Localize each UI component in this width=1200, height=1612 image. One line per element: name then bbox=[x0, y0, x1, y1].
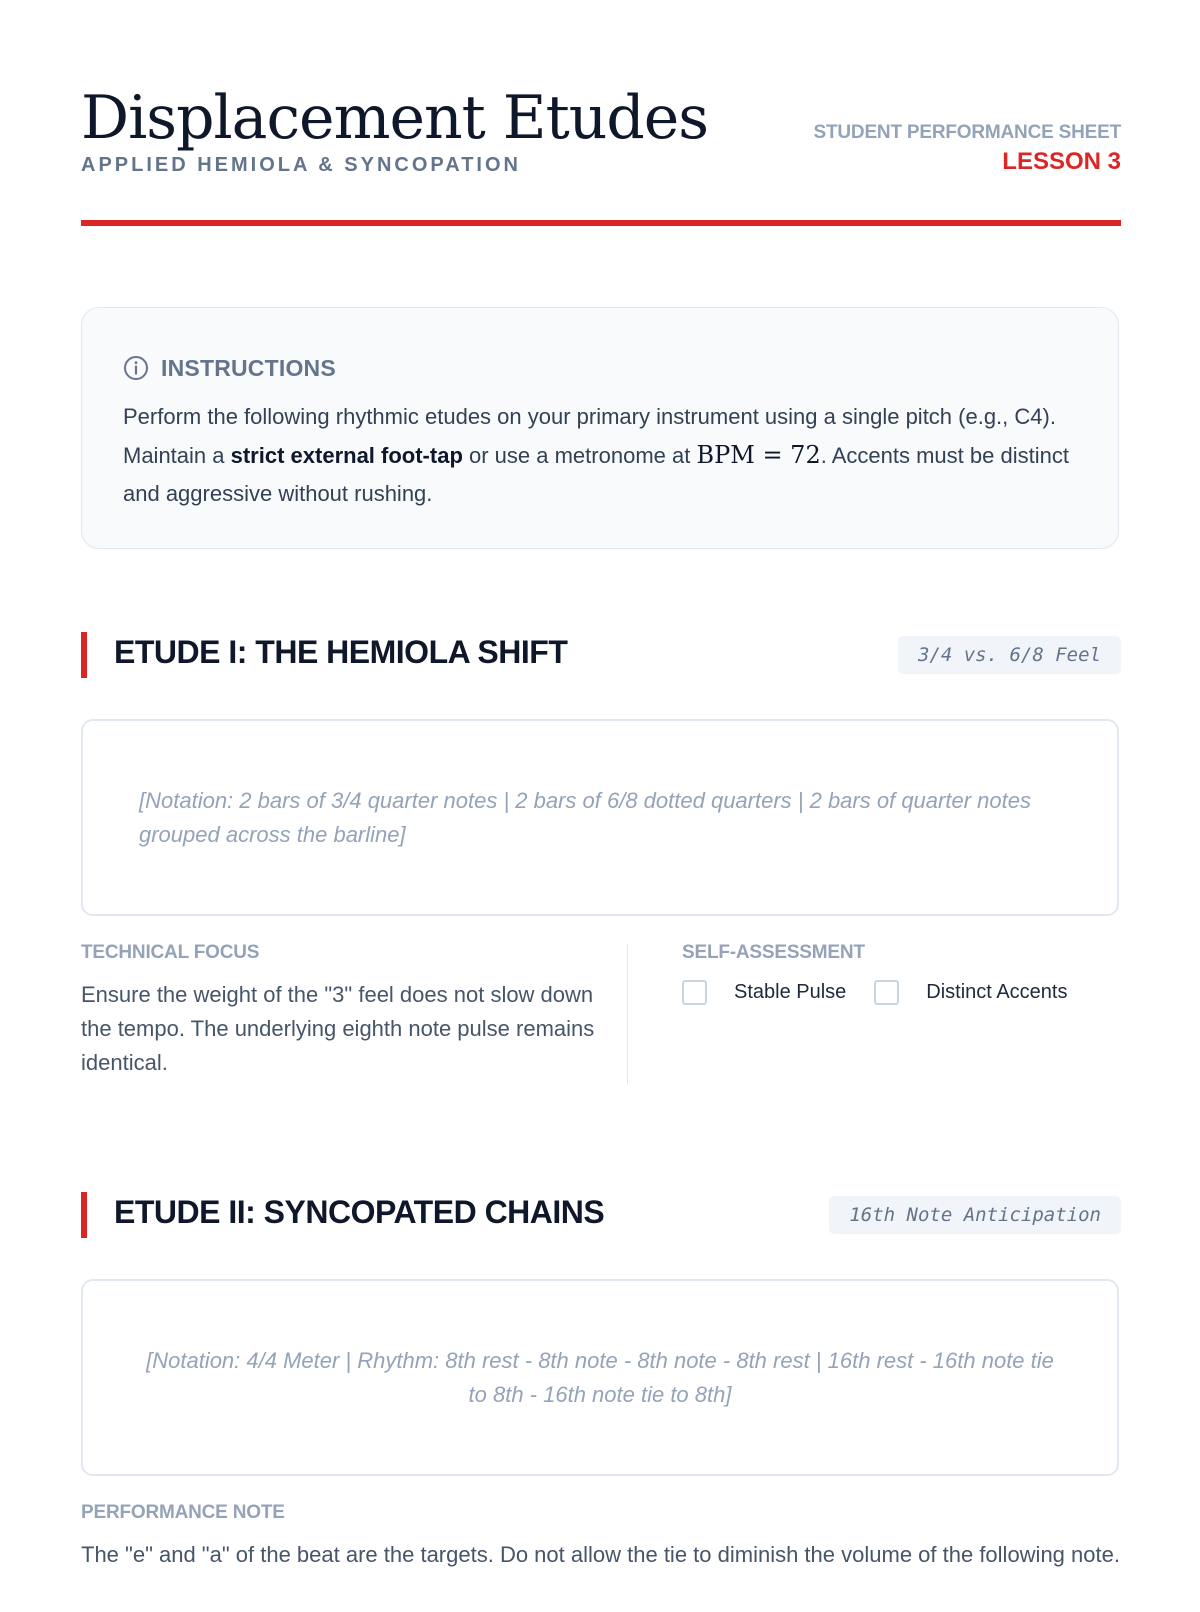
performance-note-label: PERFORMANCE NOTE bbox=[81, 1502, 285, 1523]
instructions-bold-text: strict external foot-tap bbox=[230, 443, 463, 468]
technical-focus-label: TECHNICAL FOCUS bbox=[81, 942, 260, 963]
info-icon bbox=[123, 355, 149, 381]
page-title: Displacement Etudes bbox=[81, 83, 709, 153]
technical-focus-text: Ensure the weight of the "3" feel does not slow down the tempo. The underlying eighth note pulse remains identical. bbox=[81, 982, 595, 1075]
etude-1-tag: 3/4 vs. 6/8 Feel bbox=[898, 636, 1121, 674]
distinct-accents-checkbox[interactable] bbox=[874, 980, 899, 1005]
self-assessment-label: SELF-ASSESSMENT bbox=[682, 942, 865, 963]
instructions-text bbox=[123, 398, 1083, 513]
lesson-number: LESSON 3 bbox=[1002, 148, 1121, 175]
etude-1-notation-box bbox=[81, 719, 1119, 916]
instructions-text-part-2: or use a metronome at bbox=[462, 443, 697, 468]
etude-1-notation: [Notation: 2 bars of 3/4 quarter notes | 2 bars of 6/8 dotted quarters | 2 bars of quarter notes grouped across the barline] bbox=[139, 787, 1031, 847]
instructions-text-part-3: . Accents must be distinct and aggressive without rushing. bbox=[123, 443, 1069, 506]
etude-2-header bbox=[81, 1192, 1121, 1240]
distinct-accents-label: Distinct Accents bbox=[926, 981, 1068, 1003]
etude-1-title: ETUDE I: THE HEMIOLA SHIFT bbox=[114, 634, 568, 670]
instructions-panel bbox=[81, 307, 1119, 549]
section-accent-bar bbox=[81, 1192, 87, 1238]
self-assessment-checklist bbox=[682, 980, 1095, 1005]
instructions-title: INSTRUCTIONS bbox=[161, 354, 336, 381]
bpm-expression: BPM = 72 bbox=[696, 441, 821, 469]
etude-2-notation: [Notation: 4/4 Meter | Rhythm: 8th rest - 8th note - 8th note - 8th rest | 16th rest - 16th note tie to 8th - 16th note tie to 8th] bbox=[146, 1347, 1054, 1407]
column-divider bbox=[627, 944, 628, 1084]
etude-2-tag: 16th Note Anticipation bbox=[829, 1196, 1121, 1234]
etude-2-section bbox=[81, 1192, 1121, 1612]
etude-1-header bbox=[81, 632, 1121, 680]
instructions-header bbox=[123, 352, 336, 384]
technical-focus bbox=[81, 942, 601, 1080]
self-assessment bbox=[682, 942, 1122, 1003]
etude-1-section bbox=[81, 632, 1121, 1092]
etude-2-notation-box bbox=[81, 1279, 1119, 1476]
sheet-type-label: STUDENT PERFORMANCE SHEET bbox=[813, 122, 1121, 143]
page-header bbox=[81, 80, 1121, 226]
section-accent-bar bbox=[81, 632, 87, 678]
header-divider bbox=[81, 220, 1121, 226]
performance-note-text: The "e" and "a" of the beat are the targets. Do not allow the tie to diminish the volume of the following note. bbox=[81, 1542, 1120, 1567]
instructions-text-part-1: Perform the following rhythmic etudes on your primary instrument using a single pitch (e.g., C4). Maintain a bbox=[123, 404, 1056, 468]
page-subtitle: APPLIED HEMIOLA & SYNCOPATION bbox=[81, 154, 521, 176]
stable-pulse-label: Stable Pulse bbox=[734, 981, 847, 1003]
stable-pulse-checkbox[interactable] bbox=[682, 980, 707, 1005]
etude-2-title: ETUDE II: SYNCOPATED CHAINS bbox=[114, 1194, 605, 1230]
check-distinct-accents[interactable] bbox=[874, 980, 1067, 1005]
check-stable-pulse[interactable] bbox=[682, 980, 846, 1005]
performance-note bbox=[81, 1502, 1121, 1572]
